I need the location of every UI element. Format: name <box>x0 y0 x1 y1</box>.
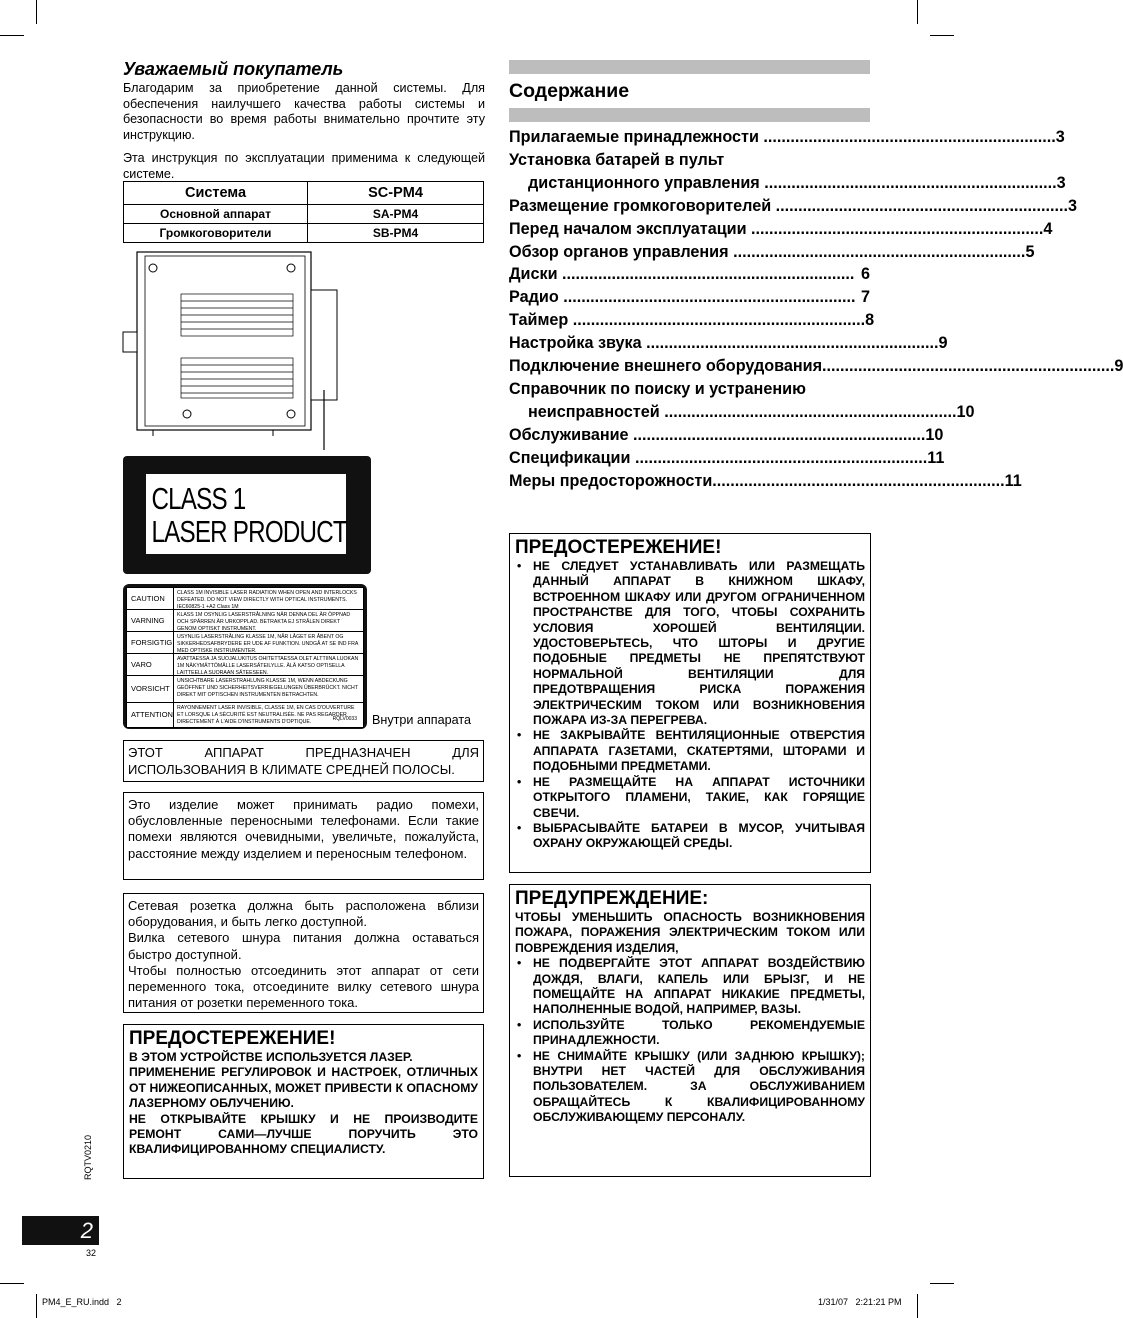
socket-text-3: Чтобы полностью отсоединить этот аппарат от сети переменного тока, отсоедините вилку сетевого шнура питания от розетки переменного тока. <box>128 962 479 1011</box>
caution-bullet: • НЕ РАЗМЕЩАЙТЕ НА АППАРАТ ИСТОЧНИКИ ОТКРЫТОГО ПЛАМЕНИ, ТАКИЕ, КАК ГОРЯЩИЕ СВЕЧИ. <box>515 775 865 821</box>
intro-heading: Уважаемый покупатель <box>123 59 344 79</box>
multilingual-warning-label <box>123 584 367 729</box>
toc-bottom-bar <box>509 108 870 122</box>
system-header-label: Система <box>124 182 308 205</box>
system-row-label: Громкоговорители <box>124 224 308 243</box>
system-row-model: SA-PM4 <box>308 205 484 224</box>
warning-lang: VARNING <box>127 610 174 631</box>
ventilation-caution-box <box>509 533 871 873</box>
power-socket-box <box>123 893 484 1013</box>
system-row-model: SB-PM4 <box>308 224 484 243</box>
toc-item[interactable]: Таймер ................................................................. 8 <box>509 311 875 330</box>
warning-lang: VARO <box>127 654 174 675</box>
page-number: 2 <box>80 1218 93 1243</box>
intro-section <box>123 59 485 182</box>
socket-text-2: Вилка сетевого шнура питания должна оставаться быстро доступной. <box>128 930 479 962</box>
toc-item[interactable]: Обзор органов управления ................................................................. 5 <box>509 242 1035 261</box>
phone-interference-text: Это изделие может принимать радио помехи, обусловленные переносными телефонами. Если такие помехи являются очевидными, увеличьте, пожалуйста, расстояние между изделием и переносным телефоном. <box>128 797 479 861</box>
warning-text: UNSICHTBARE LASERSTRAHLUNG KLASSE 1M, WENN ABDECKUNG GEÖFFNET UND SICHERHEITSVERRIEGELUNGEN ÜBERBRÜCKT. NICHT DIREKT MIT OPTISCHEN INSTRUMENTEN BETRACHTEN. <box>177 678 358 698</box>
warning-text: USYNLIG LASERSTRÅLING KLASSE 1M, NÅR LÅGET ER ÅBENT OG SIKKERHEDSAFBRYDERE ER UDE AF FUNKTION. UNDGÅ AT SE IND FRA MED OPTISKE INSTRUMENTER. <box>177 634 359 654</box>
warning-lang: VORSICHT <box>127 676 174 702</box>
laser-caution-box <box>123 1024 484 1179</box>
class1-laser-label <box>123 456 371 574</box>
toc-item[interactable]: неисправностей ................................................................. 10 <box>528 402 975 421</box>
warning-lang: CAUTION <box>127 588 174 609</box>
laser-caution-line3: НЕ ОТКРЫВАЙТЕ КРЫШКУ И НЕ ПРОИЗВОДИТЕ РЕМОНТ САМИ—ЛУЧШЕ ПОРУЧИТЬ ЭТО КВАЛИФИЦИРОВАННОМУ СПЕЦИАЛИСТУ. <box>129 1111 478 1157</box>
warning-lang: FORSIGTIG <box>127 632 174 653</box>
laser-label-line2: LASER PRODUCT <box>151 514 347 549</box>
toc-item[interactable]: Настройка звука ................................................................. 9 <box>509 334 948 353</box>
caution-bullet: • ВЫБРАСЫВАЙТЕ БАТАРЕИ В МУСОР, УЧИТЫВАЯ ОХРАНУ ОКРУЖАЮЩЕЙ СРЕДЫ. <box>515 821 865 852</box>
climate-notice-text: ЭТОТ АППАРАТ ПРЕДНАЗНАЧЕН ДЛЯ ИСПОЛЬЗОВАНИЯ В КЛИМАТЕ СРЕДНЕЙ ПОЛОСЫ. <box>128 745 479 777</box>
device-side-illustration <box>123 250 353 450</box>
table-of-contents <box>509 126 1123 493</box>
toc-item[interactable]: Размещение громкоговорителей ................................................................. 3 <box>509 196 1078 215</box>
caution-bullet: • НЕ СЛЕДУЕТ УСТАНАВЛИВАТЬ ИЛИ РАЗМЕЩАТЬ ДАННЫЙ АППАРАТ В КНИЖНОМ ШКАФУ, ВСТРОЕННОМ ШКАФУ ИЛИ ДРУГОМ ОГРАНИЧЕННОМ ПРОСТРАНСТВЕ ДЛЯ ТОГО, ЧТОБЫ СОХРАНИТЬ УСЛОВИЯ ХОРОШЕЙ ВЕНТИЛЯЦИИ. УДОСТОВЕРЬТЕСЬ, ЧТО ШТОРЫ И ДРУГИЕ ПОДОБНЫЕ ПРЕДМЕТЫ НЕ ПРЕПЯТСТВУЮТ НОРМАЛЬНОЙ ВЕНТИЛЯЦИИ ДЛЯ ПРЕДОТВРАЩЕНИЯ РИСКА ПОРАЖЕНИЯ ЭЛЕКТРИЧЕСКИМ ТОКОМ ИЛИ ВОЗНИКНОВЕНИЯ ПОЖАРА ИЗ-ЗА ПЕРЕГРЕВА. <box>515 559 865 728</box>
toc-item[interactable]: Диски ................................................................. 6 <box>509 265 870 284</box>
warning-bullet: • ИСПОЛЬЗУЙТЕ ТОЛЬКО РЕКОМЕНДУЕМЫЕ ПРИНАДЛЕЖНОСТИ. <box>515 1018 865 1049</box>
ventilation-caution-title: ПРЕДОСТЕРЕЖЕНИЕ! <box>515 537 722 558</box>
warning-text: RAYONNEMENT LASER INVISIBLE, CLASSE 1M, EN CAS D'OUVERTURE ET LORSQUE LA SÉCURITÉ EST NEUTRALISÉE. NE PAS REGARDER DIRECTEMENT À L'AIDE D'INSTRUMENTS D'OPTIQUE. <box>177 705 355 725</box>
laser-caution-line2: ПРИМЕНЕНИЕ РЕГУЛИРОВОК И НАСТРОЕК, ОТЛИЧНЫХ ОТ НИЖЕОПИСАННЫХ, МОЖЕТ ПРИВЕСТИ К ОПАСНОМУ ЛАЗЕРНОМУ ОБЛУЧЕНИЮ. <box>129 1065 478 1111</box>
sub-page-number: 32 <box>86 1248 97 1258</box>
caution-bullet: • НЕ ЗАКРЫВАЙТЕ ВЕНТИЛЯЦИОННЫЕ ОТВЕРСТИЯ АППАРАТА ГАЗЕТАМИ, СКАТЕРТЯМИ, ШТОРАМИ И ПОДОБНЫМИ ПРЕДМЕТАМИ. <box>515 728 865 774</box>
warning-bullet: • НЕ ПОДВЕРГАЙТЕ ЭТОТ АППАРАТ ВОЗДЕЙСТВИЮ ДОЖДЯ, ВЛАГИ, КАПЕЛЬ ИЛИ БРЫЗГ, И НЕ ПОМЕЩАЙТЕ НА АППАРАТ НИКАКИЕ ПРЕДМЕТЫ, НАПОЛНЕННЫЕ ВОДОЙ, НАПРИМЕР, ВАЗЫ. <box>515 956 865 1018</box>
warning-text: AVATTAESSA JA SUOJALUKITUS OHITETTAESSA OLET ALTTIINA LUOKAN 1M NÄKYMÄTTÖMÄLLE LASERSÄTEILYLLE. ÄLÄ KATSO OPTISELLA LAITTEELLA SUORAAN SÄTEESEEN. <box>177 656 359 676</box>
toc-item[interactable]: Меры предосторожности ................................................................. 11 <box>509 471 1022 490</box>
toc-item[interactable]: дистанционного управления ................................................................. 3 <box>528 173 1066 192</box>
toc-item[interactable]: Спецификации ................................................................. 11 <box>509 448 945 467</box>
toc-top-bar <box>509 60 870 74</box>
warning-box <box>509 884 871 1177</box>
system-header-model: SC-PM4 <box>308 182 484 205</box>
system-row-label: Основной аппарат <box>124 205 308 224</box>
intro-paragraph-1: Благодарим за приобретение данной системы. Для обеспечения наилучшего качества работы системы и безопасности во время работы внимательно прочтите эту инструкцию. <box>123 81 485 142</box>
toc-item[interactable]: Прилагаемые принадлежности ................................................................. 3 <box>509 128 1065 146</box>
toc-item[interactable]: Подключение внешнего оборудования ................................................................. 9 <box>509 357 1123 376</box>
footer-datetime: 1/31/07 2:21:21 PM <box>818 1297 902 1307</box>
toc-item[interactable]: Справочник по поиску и устранению <box>509 379 806 398</box>
laser-caution-line1: В ЭТОМ УСТРОЙСТВЕ ИСПОЛЬЗУЕТСЯ ЛАЗЕР. <box>129 1050 413 1064</box>
socket-text-1: Сетевая розетка должна быть расположена вблизи оборудования, и быть легко доступной. <box>128 898 479 930</box>
warning-text: CLASS 1M INVISIBLE LASER RADIATION WHEN OPEN AND INTERLOCKS DEFEATED. DO NOT VIEW DIRECTLY WITH OPTICAL INSTRUMENTS. IEC60825-1 +A2 Class 1M <box>177 590 357 610</box>
warning-lang: ATTENTION <box>127 703 174 727</box>
climate-notice-box <box>123 740 484 782</box>
warning-title: ПРЕДУПРЕЖДЕНИЕ: <box>515 888 709 909</box>
warning-text: KLASS 1M OSYNLIG LASERSTRÅLNING NÄR DENNA DEL ÄR ÖPPNAD OCH SPÄRREN ÄR URKOPPLAD. BETRAKTA EJ STRÅLEN DIREKT GENOM OPTISKT INSTRUMENT. <box>177 612 351 632</box>
toc-heading: Содержание <box>509 80 630 102</box>
page-number-tab <box>22 1216 99 1245</box>
laser-caution-title: ПРЕДОСТЕРЕЖЕНИЕ! <box>129 1028 336 1049</box>
inside-caption: Внутри аппарата <box>372 713 471 727</box>
phone-interference-box <box>123 792 484 880</box>
toc-item[interactable]: Радио ................................................................. 7 <box>509 288 870 307</box>
warning-intro: ЧТОБЫ УМЕНЬШИТЬ ОПАСНОСТЬ ВОЗНИКНОВЕНИЯ ПОЖАРА, ПОРАЖЕНИЯ ЭЛЕКТРИЧЕСКИМ ТОКОМ ИЛИ ПОВРЕЖДЕНИЯ ИЗДЕЛИЯ, <box>515 910 865 955</box>
toc-item[interactable]: Обслуживание ................................................................. 10 <box>509 425 944 444</box>
system-table <box>123 181 484 243</box>
footer-file: PM4_E_RU.indd 2 <box>42 1297 122 1307</box>
warning-bullet: • НЕ СНИМАЙТЕ КРЫШКУ (ИЛИ ЗАДНЮЮ КРЫШКУ); ВНУТРИ НЕТ ЧАСТЕЙ ДЛЯ ОБСЛУЖИВАНИЯ ПОЛЬЗОВАТЕЛЕМ. ЗА ОБСЛУЖИВАНИЕМ ОБРАЩАЙТЕСЬ К КВАЛИФИЦИРОВАННОМУ ОБСЛУЖИВАЮЩЕМУ ПЕРСОНАЛУ. <box>515 1049 865 1126</box>
intro-paragraph-2: Эта инструкция по эксплуатации применима к следующей системе. <box>123 151 485 181</box>
toc-item[interactable]: Перед началом эксплуатации ................................................................. 4 <box>509 219 1053 238</box>
toc-item[interactable]: Установка батарей в пульт <box>509 150 725 169</box>
laser-label-line1: CLASS 1 <box>151 481 246 516</box>
doc-code: RQTV0210 <box>83 1134 93 1180</box>
warning-label-code: RQLV0033 <box>332 716 357 722</box>
